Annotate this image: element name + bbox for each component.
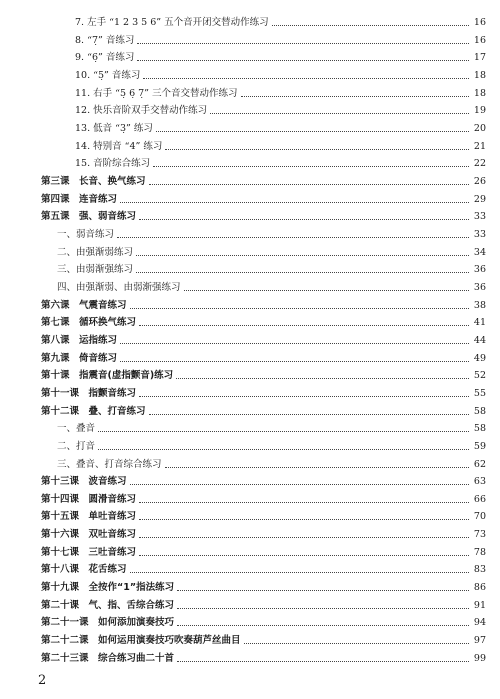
toc-entry[interactable] [41, 207, 486, 223]
toc-entry-page: 59 [473, 440, 486, 452]
toc-entry[interactable] [41, 190, 486, 206]
toc-entry[interactable] [57, 260, 486, 276]
dot-leader [139, 325, 469, 326]
toc-entry-page: 86 [473, 582, 486, 594]
toc-entry[interactable] [41, 172, 486, 188]
dot-leader [136, 272, 469, 273]
toc-entry[interactable] [41, 349, 486, 365]
toc-entry[interactable] [41, 596, 486, 612]
toc-entry-title: 四、由强渐弱、由弱渐强练习 [57, 281, 181, 293]
toc-entry[interactable] [41, 525, 486, 541]
dot-leader [210, 113, 469, 114]
toc-entry-page: 63 [473, 476, 486, 488]
toc-entry-title: 第十九课 全按作“1”指法练习 [41, 582, 175, 594]
toc-entry-title: 第二十课 气、指、舌综合练习 [41, 599, 175, 611]
toc-entry-title: 第十八课 花舌练习 [41, 564, 127, 576]
toc-entry-title: 第二十一课 如何添加演奏技巧 [41, 617, 175, 629]
dot-leader [137, 60, 469, 61]
toc-entry-page: 21 [473, 140, 486, 152]
toc-entry-title: 第九课 倚音练习 [41, 352, 118, 364]
toc-entry[interactable] [57, 419, 486, 435]
toc-entry-title: 第五课 强、弱音练习 [41, 211, 137, 223]
toc-entry-title: 9. “6̣” 音练习 [75, 52, 135, 64]
dot-leader [136, 255, 469, 256]
toc-entry-title: 第三课 长音、换气练习 [41, 175, 146, 187]
toc-entry[interactable] [41, 313, 486, 329]
dot-leader [244, 643, 469, 644]
dot-leader [272, 25, 469, 26]
toc-entry-title: 第十三课 波音练习 [41, 476, 127, 488]
dot-leader [139, 219, 469, 220]
toc-entry-page: 16 [473, 17, 486, 28]
toc-entry[interactable] [75, 84, 486, 100]
dot-leader [177, 625, 469, 626]
toc-entry-title: 第六课 气震音练习 [41, 299, 127, 311]
toc-entry[interactable] [41, 384, 486, 400]
toc-entry-title: 第十四课 圆滑音练习 [41, 493, 137, 505]
dot-leader [120, 361, 469, 362]
toc-entry[interactable] [41, 578, 486, 594]
toc-entry-page: 36 [473, 264, 486, 276]
dot-leader [137, 43, 469, 44]
dot-leader [156, 131, 469, 132]
toc-entry[interactable] [41, 649, 486, 665]
toc-entry[interactable] [41, 560, 486, 576]
toc-entry-page: 91 [473, 599, 486, 611]
toc-entry[interactable] [75, 154, 486, 170]
toc-entry-page: 20 [473, 122, 486, 134]
toc-entry-page: 29 [473, 193, 486, 205]
toc-entry-page: 73 [473, 529, 486, 541]
toc-entry[interactable] [41, 331, 486, 347]
toc-entry-title: 13. 低音 “3̣” 练习 [75, 122, 153, 134]
toc-entry-page: 58 [473, 405, 486, 417]
toc-entry-page: 78 [473, 546, 486, 558]
toc-entry-title: 第十课 指震音(虚指颤音)练习 [41, 370, 174, 382]
toc-entry[interactable] [41, 402, 486, 418]
toc-entry-title: 14. 特别音 “4” 练习 [75, 140, 163, 152]
toc-entry-title: 第十五课 单吐音练习 [41, 511, 137, 523]
toc-entry-title: 一、叠音 [57, 423, 96, 435]
toc-entry-page: 17 [473, 52, 486, 64]
toc-entry-page: 26 [473, 175, 486, 187]
toc-entry-page: 16 [473, 34, 486, 46]
toc-entry[interactable] [75, 66, 486, 82]
dot-leader [149, 184, 469, 185]
toc-entry-title: 三、叠音、打音综合练习 [57, 458, 162, 470]
toc-entry-title: 第四课 连音练习 [41, 193, 118, 205]
toc-entry-page: 33 [473, 228, 486, 240]
toc-entry[interactable] [57, 243, 486, 259]
toc-entry-title: 第十七课 三吐音练习 [41, 546, 137, 558]
toc-entry-page: 97 [473, 635, 486, 647]
toc-entry[interactable] [57, 437, 486, 453]
toc-entry-title: 第十一课 指颤音练习 [41, 387, 137, 399]
toc-entry[interactable] [41, 490, 486, 506]
toc-entry-title: 15. 音阶综合练习 [75, 158, 151, 170]
toc-entry-page: 83 [473, 564, 486, 576]
dot-leader [165, 149, 469, 150]
toc-entry-page: 38 [473, 299, 486, 311]
dot-leader [177, 608, 469, 609]
toc-entry-page: 58 [473, 423, 486, 435]
dot-leader [177, 590, 469, 591]
toc-entry[interactable] [57, 278, 486, 294]
toc-entry-page: 52 [473, 370, 486, 382]
toc-entry[interactable] [75, 101, 486, 117]
toc-entry-page: 99 [473, 652, 486, 664]
dot-leader [184, 290, 469, 291]
toc-entry-page: 49 [473, 352, 486, 364]
toc-entry[interactable] [41, 507, 486, 523]
toc-entry-title: 8. “7̣” 音练习 [75, 34, 135, 46]
toc-entry[interactable] [75, 119, 486, 135]
toc-entry[interactable] [75, 31, 486, 47]
toc-entry[interactable] [75, 137, 486, 153]
toc-entry-page: 34 [473, 246, 486, 258]
dot-leader [176, 378, 469, 379]
toc-entry-page: 22 [473, 158, 486, 170]
toc-entry-page: 94 [473, 617, 486, 629]
toc-entry-title: 二、由强渐弱练习 [57, 246, 134, 258]
toc-entry[interactable] [41, 366, 486, 382]
toc-entry-title: 12. 快乐音阶双手交替动作练习 [75, 105, 208, 117]
dot-leader [120, 343, 469, 344]
toc-entry[interactable] [41, 613, 486, 629]
toc-entry[interactable] [57, 455, 486, 471]
dot-leader [139, 537, 469, 538]
toc-entry[interactable] [75, 48, 486, 64]
toc-entry[interactable] [41, 543, 486, 559]
toc-entry-title: 7. 左手 “1 2 3 5 6” 五个音开闭交替动作练习 [75, 17, 269, 28]
dot-leader [149, 414, 469, 415]
toc-entry-title: 10. “5̣” 音练习 [75, 69, 141, 81]
dot-leader [139, 396, 469, 397]
toc-entry-title: 11. 右手 “5̣ 6̣ 7̣” 三个音交替动作练习 [75, 87, 238, 99]
toc-entry-page: 55 [473, 387, 486, 399]
dot-leader [98, 449, 469, 450]
dot-leader [143, 78, 469, 79]
dot-leader [120, 202, 469, 203]
toc-entry-page: 70 [473, 511, 486, 523]
toc-entry-page: 19 [473, 105, 486, 117]
toc-entry[interactable] [75, 13, 486, 29]
toc-entry-page: 18 [473, 69, 486, 81]
dot-leader [165, 467, 469, 468]
toc-entry-title: 第二十三课 综合练习曲二十首 [41, 652, 175, 664]
dot-leader [177, 661, 469, 662]
toc-entry-page: 66 [473, 493, 486, 505]
toc-entry-page: 18 [473, 87, 486, 99]
dot-leader [139, 555, 469, 556]
page-number: 2 [38, 673, 47, 688]
toc-entry-title: 第十二课 叠、打音练习 [41, 405, 146, 417]
toc-entry[interactable] [41, 631, 486, 647]
toc-entry[interactable] [41, 296, 486, 312]
toc-entry-page: 44 [473, 334, 486, 346]
toc-entry[interactable] [57, 225, 486, 241]
toc-entry[interactable] [41, 472, 486, 488]
dot-leader [130, 308, 469, 309]
toc-entry-page: 62 [473, 458, 486, 470]
dot-leader [130, 484, 469, 485]
toc-entry-page: 36 [473, 281, 486, 293]
toc-entry-title: 三、由弱渐强练习 [57, 264, 134, 276]
dot-leader [117, 237, 469, 238]
dot-leader [98, 431, 469, 432]
toc-entry-title: 二、打音 [57, 440, 96, 452]
toc-entry-title: 第十六课 双吐音练习 [41, 529, 137, 541]
dot-leader [153, 166, 469, 167]
dot-leader [130, 572, 469, 573]
dot-leader [139, 519, 469, 520]
toc-entry-page: 33 [473, 211, 486, 223]
dot-leader [241, 96, 469, 97]
dot-leader [139, 502, 469, 503]
toc-entry-page: 41 [473, 317, 486, 329]
toc-entry-title: 第八课 运指练习 [41, 334, 118, 346]
toc-entry-title: 第二十二课 如何运用演奏技巧吹奏葫芦丝曲目 [41, 635, 241, 647]
toc-entry-title: 一、弱音练习 [57, 228, 115, 240]
toc-entry-title: 第七课 循环换气练习 [41, 317, 137, 329]
